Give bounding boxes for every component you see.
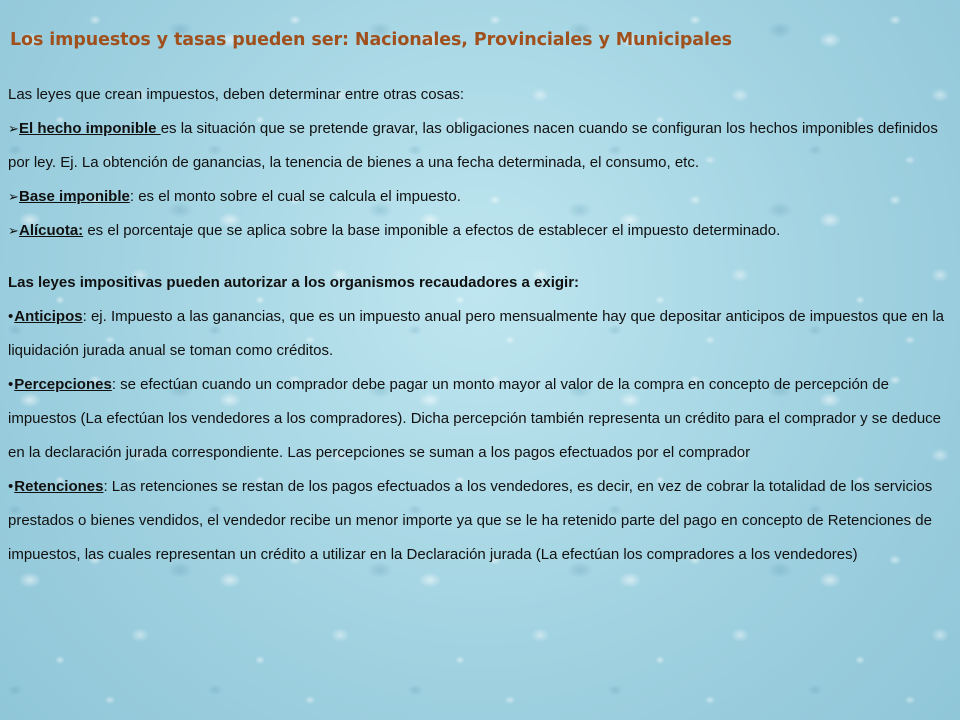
list-term: Anticipos [14, 308, 83, 325]
list-item-anticipos [8, 300, 952, 368]
definition-term: El hecho imponible [19, 120, 161, 137]
collection-list [8, 300, 952, 572]
bullet-dot-icon: • [8, 478, 14, 495]
list-text: : ej. Impuesto a las ganancias, que es un impuesto anual pero mensualmente hay que depositar anticipos de impuestos que en la liquidación jurada anual se toman como créditos. [8, 308, 944, 359]
definition-item-base-imponible [8, 180, 952, 214]
intro-text: Las leyes que crean impuestos, deben determinar entre otras cosas: [8, 86, 465, 103]
list-term: Percepciones [14, 376, 112, 393]
definition-list [8, 112, 952, 248]
spacer [8, 248, 952, 266]
list-item-percepciones [8, 368, 952, 470]
definition-term: Alícuota: [19, 222, 84, 239]
section-heading: Las leyes impositivas pueden autorizar a los organismos recaudadores a exigir: [8, 274, 580, 291]
definition-text: : es el monto sobre el cual se calcula el impuesto. [129, 188, 461, 205]
arrow-bullet-icon: ➢ [8, 189, 19, 204]
list-term: Retenciones [14, 478, 104, 495]
slide-content [8, 30, 952, 572]
arrow-bullet-icon: ➢ [8, 121, 19, 136]
definition-text: es la situación que se pretende gravar, las obligaciones nacen cuando se configuran los hechos imponibles definidos por ley. Ej. La obtención de ganancias, la tenencia de bienes a una fecha determinada, el consumo, etc. [8, 120, 938, 171]
bullet-dot-icon: • [8, 376, 14, 393]
list-text: : Las retenciones se restan de los pagos efectuados a los vendedores, es decir, en vez de cobrar la totalidad de los servicios prestados o bienes vendidos, el vendedor recibe un menor importe ya que se le ha retenido parte del pago en concepto de Retenciones de impuestos, las cuales representan un crédito a utilizar en la Declaración jurada (La efectúan los compradores a los vendedores) [8, 478, 933, 563]
arrow-bullet-icon: ➢ [8, 223, 19, 238]
list-item-retenciones [8, 470, 952, 572]
bullet-dot-icon: • [8, 308, 14, 325]
list-text: : se efectúan cuando un comprador debe pagar un monto mayor al valor de la compra en concepto de percepción de impuestos (La efectúan los vendedores a los compradores). Dicha percepción también representa un crédito para el comprador y se deduce en la declaración jurada correspondiente. Las percepciones se suman a los pagos efectuados por el comprador [8, 376, 942, 461]
slide-title: Los impuestos y tasas pueden ser: Nacionales, Provinciales y Municipales [10, 30, 732, 50]
definition-term: Base imponible [19, 188, 130, 205]
definition-item-alicuota [8, 214, 952, 248]
definition-item-hecho-imponible [8, 112, 952, 180]
definition-text: es el porcentaje que se aplica sobre la base imponible a efectos de establecer el impuesto determinado. [83, 222, 781, 239]
